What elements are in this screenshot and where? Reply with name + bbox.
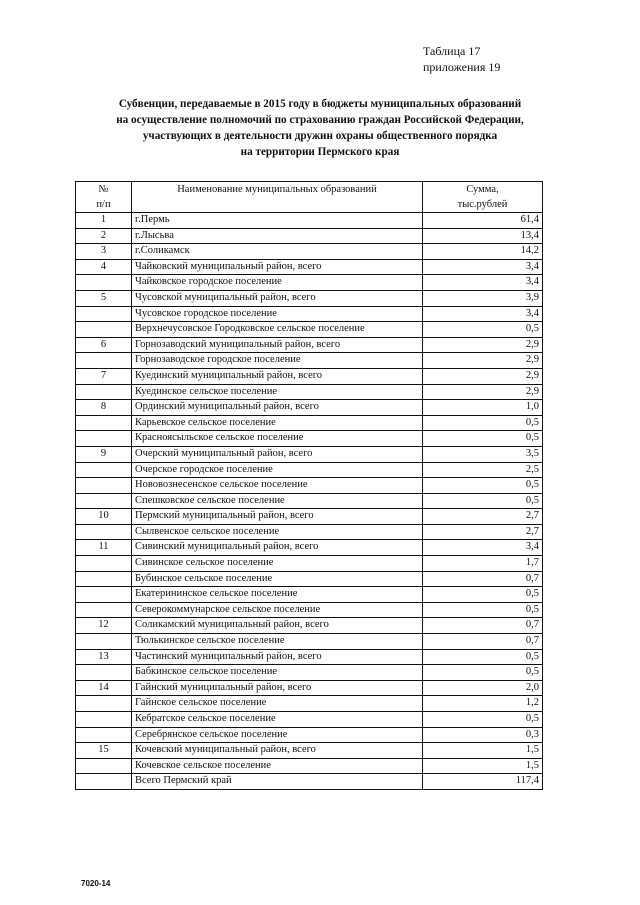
row-name: Соликамский муниципальный район, всего xyxy=(132,618,423,634)
table-row xyxy=(76,244,543,260)
title-line-3: участвующих в деятельности дружин охраны общественного порядка xyxy=(142,130,498,142)
row-number xyxy=(76,571,132,587)
row-number: 11 xyxy=(76,540,132,556)
row-number xyxy=(76,322,132,338)
row-name: г.Лысьва xyxy=(132,228,423,244)
row-number xyxy=(76,353,132,369)
row-name: Гайнский муниципальный район, всего xyxy=(132,680,423,696)
document-title xyxy=(60,96,580,160)
table-row xyxy=(76,493,543,509)
row-number xyxy=(76,556,132,572)
row-name: Бубинское сельское поселение xyxy=(132,571,423,587)
header-num-sub: п/п xyxy=(76,197,132,213)
row-sum: 61,4 xyxy=(423,213,543,229)
header-name: Наименование муниципальных образований xyxy=(132,182,423,198)
row-number: 12 xyxy=(76,618,132,634)
row-name: Нововознесенское сельское поселение xyxy=(132,478,423,494)
table-row xyxy=(76,431,543,447)
row-name: Очерский муниципальный район, всего xyxy=(132,446,423,462)
header-num: № xyxy=(76,182,132,198)
table-row xyxy=(76,306,543,322)
row-number xyxy=(76,634,132,650)
table-header-row-2 xyxy=(76,197,543,213)
row-name: Горнозаводское городское поселение xyxy=(132,353,423,369)
row-number: 5 xyxy=(76,290,132,306)
table-row xyxy=(76,415,543,431)
table-body xyxy=(76,213,543,790)
table-row xyxy=(76,696,543,712)
table-row xyxy=(76,587,543,603)
row-sum: 2,9 xyxy=(423,368,543,384)
row-number xyxy=(76,462,132,478)
row-sum: 1,5 xyxy=(423,758,543,774)
row-number xyxy=(76,758,132,774)
row-sum: 3,5 xyxy=(423,446,543,462)
row-sum: 0,5 xyxy=(423,415,543,431)
row-name: Серебрянское сельское поселение xyxy=(132,727,423,743)
row-name: г.Соликамск xyxy=(132,244,423,260)
row-number xyxy=(76,524,132,540)
row-number: 15 xyxy=(76,743,132,759)
row-name: Сивинский муниципальный район, всего xyxy=(132,540,423,556)
table-row xyxy=(76,478,543,494)
row-number xyxy=(76,415,132,431)
table-row xyxy=(76,665,543,681)
row-number: 3 xyxy=(76,244,132,260)
table-row xyxy=(76,290,543,306)
total-number xyxy=(76,774,132,790)
table-reference xyxy=(423,43,500,75)
reference-appendix: приложения 19 xyxy=(423,60,501,74)
row-name: Очерское городское поселение xyxy=(132,462,423,478)
row-number: 14 xyxy=(76,680,132,696)
row-sum: 3,4 xyxy=(423,259,543,275)
table-row xyxy=(76,509,543,525)
row-sum: 0,5 xyxy=(423,322,543,338)
row-sum: 0,5 xyxy=(423,712,543,728)
row-sum: 0,7 xyxy=(423,571,543,587)
row-number: 2 xyxy=(76,228,132,244)
total-name: Всего Пермский край xyxy=(132,774,423,790)
subventions-table xyxy=(75,181,543,790)
row-name: Чусовской муниципальный район, всего xyxy=(132,290,423,306)
row-sum: 2,5 xyxy=(423,462,543,478)
table-row xyxy=(76,259,543,275)
row-name: Карьевское сельское поселение xyxy=(132,415,423,431)
row-name: Частинский муниципальный район, всего xyxy=(132,649,423,665)
row-name: Кебратское сельское поселение xyxy=(132,712,423,728)
row-number: 9 xyxy=(76,446,132,462)
table-row xyxy=(76,368,543,384)
row-name: Чайковский муниципальный район, всего xyxy=(132,259,423,275)
row-sum: 14,2 xyxy=(423,244,543,260)
table-row xyxy=(76,727,543,743)
table-row xyxy=(76,446,543,462)
table-row xyxy=(76,712,543,728)
row-sum: 3,4 xyxy=(423,275,543,291)
row-number: 4 xyxy=(76,259,132,275)
table-row xyxy=(76,213,543,229)
row-sum: 2,9 xyxy=(423,353,543,369)
row-number xyxy=(76,478,132,494)
table-row xyxy=(76,680,543,696)
row-sum: 0,5 xyxy=(423,493,543,509)
row-sum: 0,5 xyxy=(423,665,543,681)
row-sum: 13,4 xyxy=(423,228,543,244)
row-sum: 1,2 xyxy=(423,696,543,712)
row-name: Екатерининское сельское поселение xyxy=(132,587,423,603)
table-row xyxy=(76,337,543,353)
row-name: Верхнечусовское Городковское сельское поселение xyxy=(132,322,423,338)
row-number: 6 xyxy=(76,337,132,353)
document-code: 7020-14 xyxy=(81,879,111,888)
total-row xyxy=(76,774,543,790)
row-sum: 0,5 xyxy=(423,649,543,665)
table-row xyxy=(76,384,543,400)
row-number: 10 xyxy=(76,509,132,525)
row-number xyxy=(76,431,132,447)
row-name: Кочевское сельское поселение xyxy=(132,758,423,774)
row-number: 1 xyxy=(76,213,132,229)
row-name: Горнозаводский муниципальный район, всего xyxy=(132,337,423,353)
table-row xyxy=(76,228,543,244)
row-name: Тюлькинское сельское поселение xyxy=(132,634,423,650)
title-line-1: Субвенции, передаваемые в 2015 году в бюджеты муниципальных образований xyxy=(118,98,522,110)
title-line-4: на территории Пермского края xyxy=(240,146,400,158)
table-row xyxy=(76,322,543,338)
row-number xyxy=(76,306,132,322)
title-line-2: на осуществление полномочий по страхованию граждан Российской Федерации, xyxy=(116,114,524,126)
row-sum: 2,0 xyxy=(423,680,543,696)
table-row xyxy=(76,462,543,478)
row-sum: 0,5 xyxy=(423,587,543,603)
row-number: 8 xyxy=(76,400,132,416)
row-number xyxy=(76,665,132,681)
table-row xyxy=(76,353,543,369)
row-name: Северокоммунарское сельское поселение xyxy=(132,602,423,618)
row-sum: 3,4 xyxy=(423,540,543,556)
row-sum: 1,7 xyxy=(423,556,543,572)
row-sum: 0,3 xyxy=(423,727,543,743)
table-row xyxy=(76,758,543,774)
row-name: Ординский муниципальный район, всего xyxy=(132,400,423,416)
row-sum: 3,4 xyxy=(423,306,543,322)
row-sum: 0,5 xyxy=(423,431,543,447)
row-number: 7 xyxy=(76,368,132,384)
row-name: Чайковское городское поселение xyxy=(132,275,423,291)
table-row xyxy=(76,571,543,587)
header-name-sub xyxy=(132,197,423,213)
row-sum: 0,7 xyxy=(423,618,543,634)
row-name: Чусовское городское поселение xyxy=(132,306,423,322)
row-name: Сылвенское сельское поселение xyxy=(132,524,423,540)
row-name: г.Пермь xyxy=(132,213,423,229)
row-sum: 1,0 xyxy=(423,400,543,416)
reference-table-number: Таблица 17 xyxy=(423,44,481,58)
row-number xyxy=(76,275,132,291)
row-number xyxy=(76,602,132,618)
row-sum: 0,5 xyxy=(423,602,543,618)
table-row xyxy=(76,743,543,759)
row-sum: 2,9 xyxy=(423,384,543,400)
table-row xyxy=(76,649,543,665)
total-sum: 117,4 xyxy=(423,774,543,790)
table-header-row xyxy=(76,182,543,198)
row-number xyxy=(76,493,132,509)
row-name: Бабкинское сельское поселение xyxy=(132,665,423,681)
row-number xyxy=(76,587,132,603)
row-name: Гайнское сельское поселение xyxy=(132,696,423,712)
row-sum: 1,5 xyxy=(423,743,543,759)
row-sum: 3,9 xyxy=(423,290,543,306)
row-number: 13 xyxy=(76,649,132,665)
row-name: Куединское сельское поселение xyxy=(132,384,423,400)
table-row xyxy=(76,556,543,572)
header-sum-sub: тыс.рублей xyxy=(423,197,543,213)
row-name: Красноясыльское сельское поселение xyxy=(132,431,423,447)
row-sum: 2,7 xyxy=(423,509,543,525)
row-name: Куединский муниципальный район, всего xyxy=(132,368,423,384)
row-sum: 0,5 xyxy=(423,478,543,494)
row-number xyxy=(76,696,132,712)
header-sum: Сумма, xyxy=(423,182,543,198)
row-name: Спешковское сельское поселение xyxy=(132,493,423,509)
row-number xyxy=(76,384,132,400)
table-row xyxy=(76,634,543,650)
row-sum: 2,9 xyxy=(423,337,543,353)
row-name: Сивинское сельское поселение xyxy=(132,556,423,572)
row-name: Кочевский муниципальный район, всего xyxy=(132,743,423,759)
row-sum: 0,7 xyxy=(423,634,543,650)
row-number xyxy=(76,727,132,743)
row-sum: 2,7 xyxy=(423,524,543,540)
table-row xyxy=(76,618,543,634)
table-row xyxy=(76,540,543,556)
table-row xyxy=(76,275,543,291)
table-row xyxy=(76,400,543,416)
table-row xyxy=(76,602,543,618)
row-name: Пермский муниципальный район, всего xyxy=(132,509,423,525)
table-row xyxy=(76,524,543,540)
row-number xyxy=(76,712,132,728)
